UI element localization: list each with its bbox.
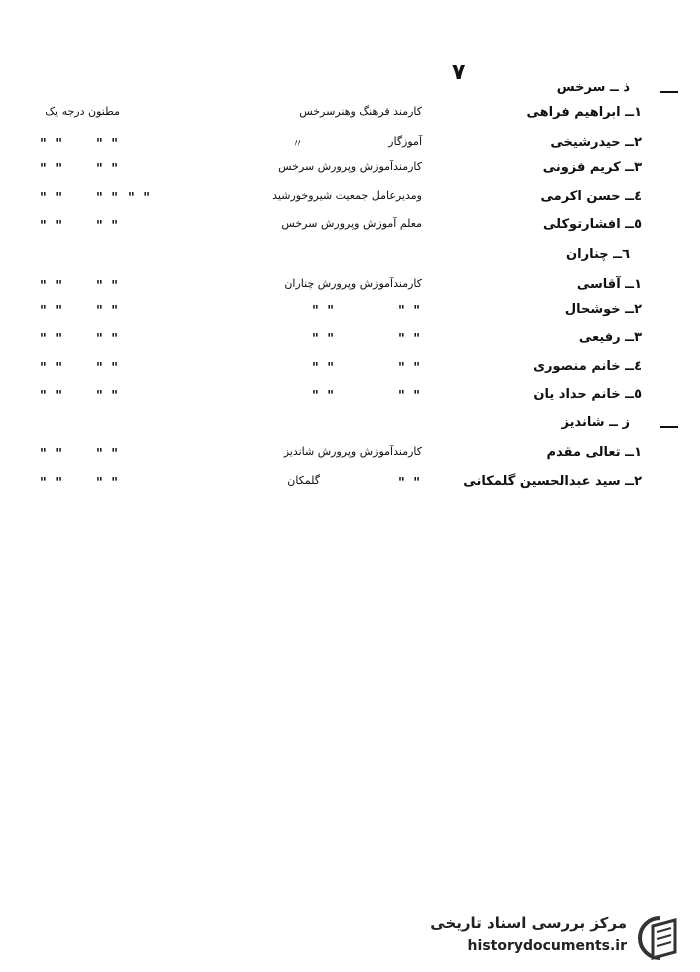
job-title: معلم آموزش وپرورش سرخس bbox=[281, 217, 422, 230]
section-title: ٦ــ چناران bbox=[566, 247, 630, 262]
status-ditto-mark: " " bbox=[96, 162, 121, 177]
status-ditto-mark: " " bbox=[40, 137, 65, 152]
person-name: ٤ــ خانم منصوری bbox=[533, 359, 642, 374]
person-row bbox=[0, 357, 700, 385]
status-ditto-mark: " " bbox=[96, 137, 121, 152]
job-ditto-mark: " " bbox=[398, 476, 423, 491]
person-name: ۳ــ کریم فزونی bbox=[542, 160, 642, 175]
job-title: کارمندآموزش وپرورش سرخس bbox=[278, 160, 422, 173]
person-row bbox=[0, 275, 700, 303]
job-ditto-mark: " " bbox=[128, 191, 153, 206]
person-name: ۲ــ حیدرشیخی bbox=[550, 135, 642, 150]
status-ditto-mark: " " bbox=[96, 191, 121, 206]
status-ditto-mark: " " bbox=[40, 389, 65, 404]
section-dash bbox=[660, 91, 678, 93]
section-row bbox=[0, 413, 700, 441]
archive-name: مرکز بررسی اسناد تاریخی bbox=[430, 914, 627, 932]
section-dash bbox=[660, 426, 678, 428]
job-ditto-mark: " " bbox=[398, 304, 423, 319]
person-row bbox=[0, 133, 700, 161]
person-name: ۲ــ خوشحال bbox=[564, 302, 642, 317]
person-row bbox=[0, 215, 700, 243]
section-title: ذ ــ سرخس bbox=[556, 80, 630, 95]
job-title: آموزگار bbox=[388, 135, 422, 148]
person-row bbox=[0, 103, 700, 131]
status-ditto-mark: " " bbox=[40, 476, 65, 491]
section-title: ز ــ شاندیز bbox=[561, 415, 630, 430]
status-ditto-mark: " " bbox=[40, 361, 65, 376]
person-name: ۱ــ آقاسی bbox=[576, 277, 642, 292]
job-title: کارمندآموزش وپرورش شاندیز bbox=[283, 445, 422, 458]
person-name: ۱ــ تعالی مقدم bbox=[546, 445, 642, 460]
person-row bbox=[0, 187, 700, 215]
status-ditto-mark: " " bbox=[40, 447, 65, 462]
job-ditto-mark: " " bbox=[398, 332, 423, 347]
job-ditto-mark: " " bbox=[312, 389, 337, 404]
status-ditto-mark: " " bbox=[96, 389, 121, 404]
page-number: ۷ bbox=[452, 60, 466, 85]
job-ditto-mark: " " bbox=[312, 332, 337, 347]
status-ditto-mark: " " bbox=[40, 162, 65, 177]
job-title: کارمند فرهنگ وهنرسرخس bbox=[299, 105, 422, 118]
section-row bbox=[0, 245, 700, 273]
person-row bbox=[0, 300, 700, 328]
person-row bbox=[0, 328, 700, 356]
status-ditto-mark: " " bbox=[40, 332, 65, 347]
book-logo-icon bbox=[635, 914, 685, 962]
status-ditto-mark: " " bbox=[40, 219, 65, 234]
ditto-mark: 〃 bbox=[292, 137, 303, 150]
person-name: ۱ــ ابراهیم فراهی bbox=[526, 105, 642, 120]
person-name: ۲ــ سید عبدالحسین گلمکانی bbox=[463, 474, 642, 489]
job-ditto-mark: " " bbox=[398, 389, 423, 404]
status-ditto-mark: " " bbox=[96, 219, 121, 234]
status-ditto-mark: " " bbox=[96, 447, 121, 462]
archive-watermark bbox=[405, 912, 685, 964]
status-ditto-mark: " " bbox=[96, 361, 121, 376]
archive-url: historydocuments.ir bbox=[467, 938, 627, 954]
section-row bbox=[0, 78, 700, 106]
person-name: ۳ــ رفیعی bbox=[578, 330, 642, 345]
status-ditto-mark: " " bbox=[96, 279, 121, 294]
job-title: ومدیرعامل جمعیت شیروخورشید bbox=[272, 189, 422, 202]
status-ditto-mark: " " bbox=[96, 332, 121, 347]
status-ditto-mark: " " bbox=[96, 304, 121, 319]
job-ditto-mark: " " bbox=[398, 361, 423, 376]
person-name: ٤ــ حسن اکرمی bbox=[540, 189, 642, 204]
person-row bbox=[0, 385, 700, 413]
person-name: ٥ــ خانم حداد یان bbox=[533, 387, 642, 402]
person-name: ٥ــ افشارتوکلی bbox=[543, 217, 642, 232]
status-ditto-mark: " " bbox=[96, 476, 121, 491]
person-row bbox=[0, 443, 700, 471]
suspicion-status: مطنون درجه یک bbox=[45, 105, 120, 118]
status-ditto-mark: " " bbox=[40, 304, 65, 319]
person-row bbox=[0, 472, 700, 500]
status-ditto-mark: " " bbox=[40, 191, 65, 206]
person-row bbox=[0, 158, 700, 186]
job-ditto-mark: " " bbox=[312, 304, 337, 319]
job-title: کارمندآموزش وپرورش چناران bbox=[284, 277, 422, 290]
job-title: گلمکان bbox=[287, 474, 320, 487]
job-ditto-mark: " " bbox=[312, 361, 337, 376]
status-ditto-mark: " " bbox=[40, 279, 65, 294]
